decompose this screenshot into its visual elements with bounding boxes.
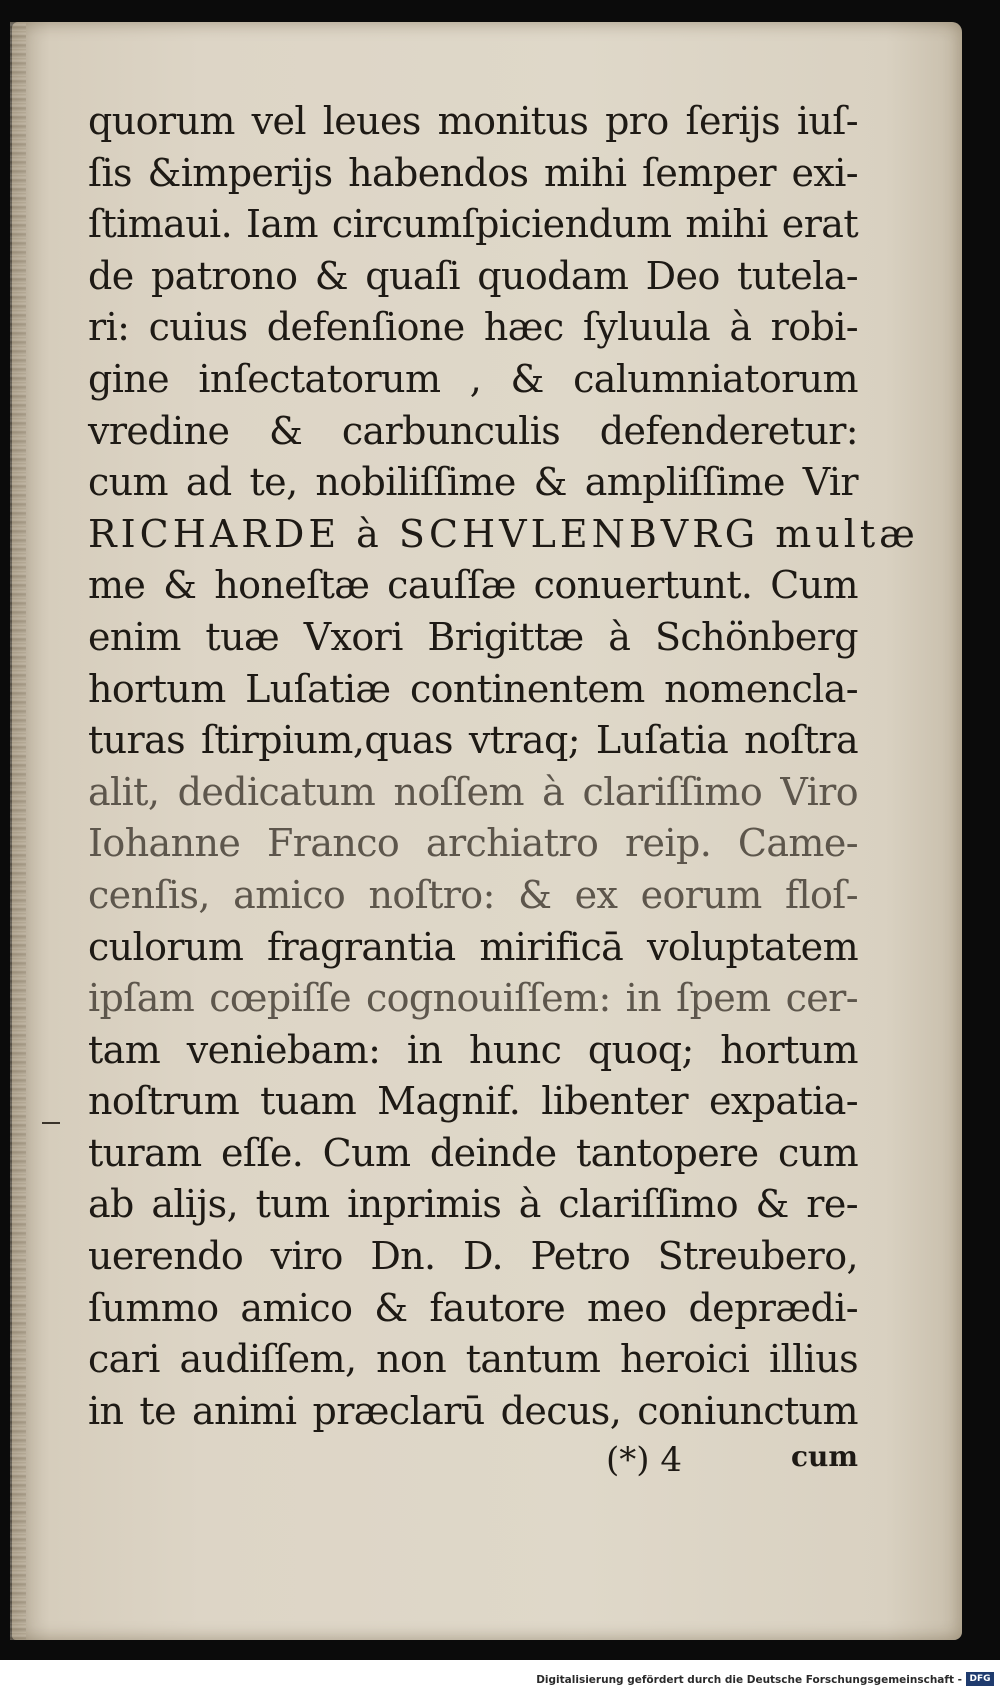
text-line: ſtimaui. Iam circumſpiciendum mihi erat	[88, 202, 858, 247]
text-line: ipſam cœpiſſe cognouiſſem: in ſpem cer-	[88, 976, 858, 1021]
page-footer	[88, 1440, 858, 1490]
credit-bar	[0, 1660, 1000, 1696]
text-line: turas ſtirpium,quas vtraq; Luſatia noſtra	[88, 718, 858, 763]
signature-mark: (*) 4	[606, 1440, 682, 1480]
dfg-logo-icon: DFG	[966, 1672, 994, 1686]
text-line: noſtrum tuam Magnif. libenter expatia-	[88, 1079, 858, 1124]
text-line: ri: cuius defenſione hæc ſyluula à robi-	[88, 305, 858, 350]
text-line: alit, dedicatum noſſem à clariſſimo Viro	[88, 769, 858, 814]
text-line: turam eſſe. Cum deinde tantopere cum	[88, 1130, 858, 1175]
text-line: ab alijs, tum inprimis à clariſſimo & re-	[88, 1182, 858, 1227]
text-line: culorum fragrantia mirificā voluptatem	[88, 924, 858, 969]
text-line: in te animi præclarū decus, coniunctum	[88, 1388, 858, 1433]
text-line: de patrono & quaſi quodam Deo tutela-	[88, 253, 858, 298]
text-line: ſis &imperijs habendos mihi ſemper exi-	[88, 150, 858, 195]
text-line: cum ad te, nobiliſſime & ampliſſime Vir	[88, 460, 858, 505]
text-line: me & honeſtæ cauſſæ conuertunt. Cum	[88, 563, 858, 608]
text-line: cari audiſſem, non tantum heroici illius	[88, 1337, 858, 1382]
page-edge-shadow	[10, 22, 26, 1640]
margin-mark	[42, 1122, 60, 1124]
text-line: uerendo viro Dn. D. Petro Streubero,	[88, 1234, 858, 1279]
text-line: tam veniebam: in hunc quoq; hortum	[88, 1027, 858, 1072]
text-line: ſummo amico & fautore meo deprædi-	[88, 1285, 858, 1330]
page-text-block	[88, 96, 919, 1437]
text-line: gine inſectatorum , & calumniatorum	[88, 356, 858, 401]
book-page	[12, 22, 962, 1640]
text-line: enim tuæ Vxori Brigittæ à Schönberg	[88, 614, 858, 659]
catchword: cum	[790, 1440, 858, 1473]
funding-credit: Digitalisierung gefördert durch die Deutsche Forschungsgemeinschaft -	[536, 1674, 962, 1686]
text-line-name: RICHARDE à SCHVLENBVRG multæ	[88, 511, 919, 556]
text-line: hortum Luſatiæ continentem nomencla-	[88, 666, 858, 711]
text-line: cenſis, amico noſtro: & ex eorum floſ-	[88, 872, 858, 917]
text-line: vredine & carbunculis defenderetur:	[88, 408, 858, 453]
text-line: quorum vel leues monitus pro ſerijs iuſ-	[88, 99, 858, 143]
text-line: Iohanne Franco archiatro reip. Came-	[88, 821, 858, 866]
